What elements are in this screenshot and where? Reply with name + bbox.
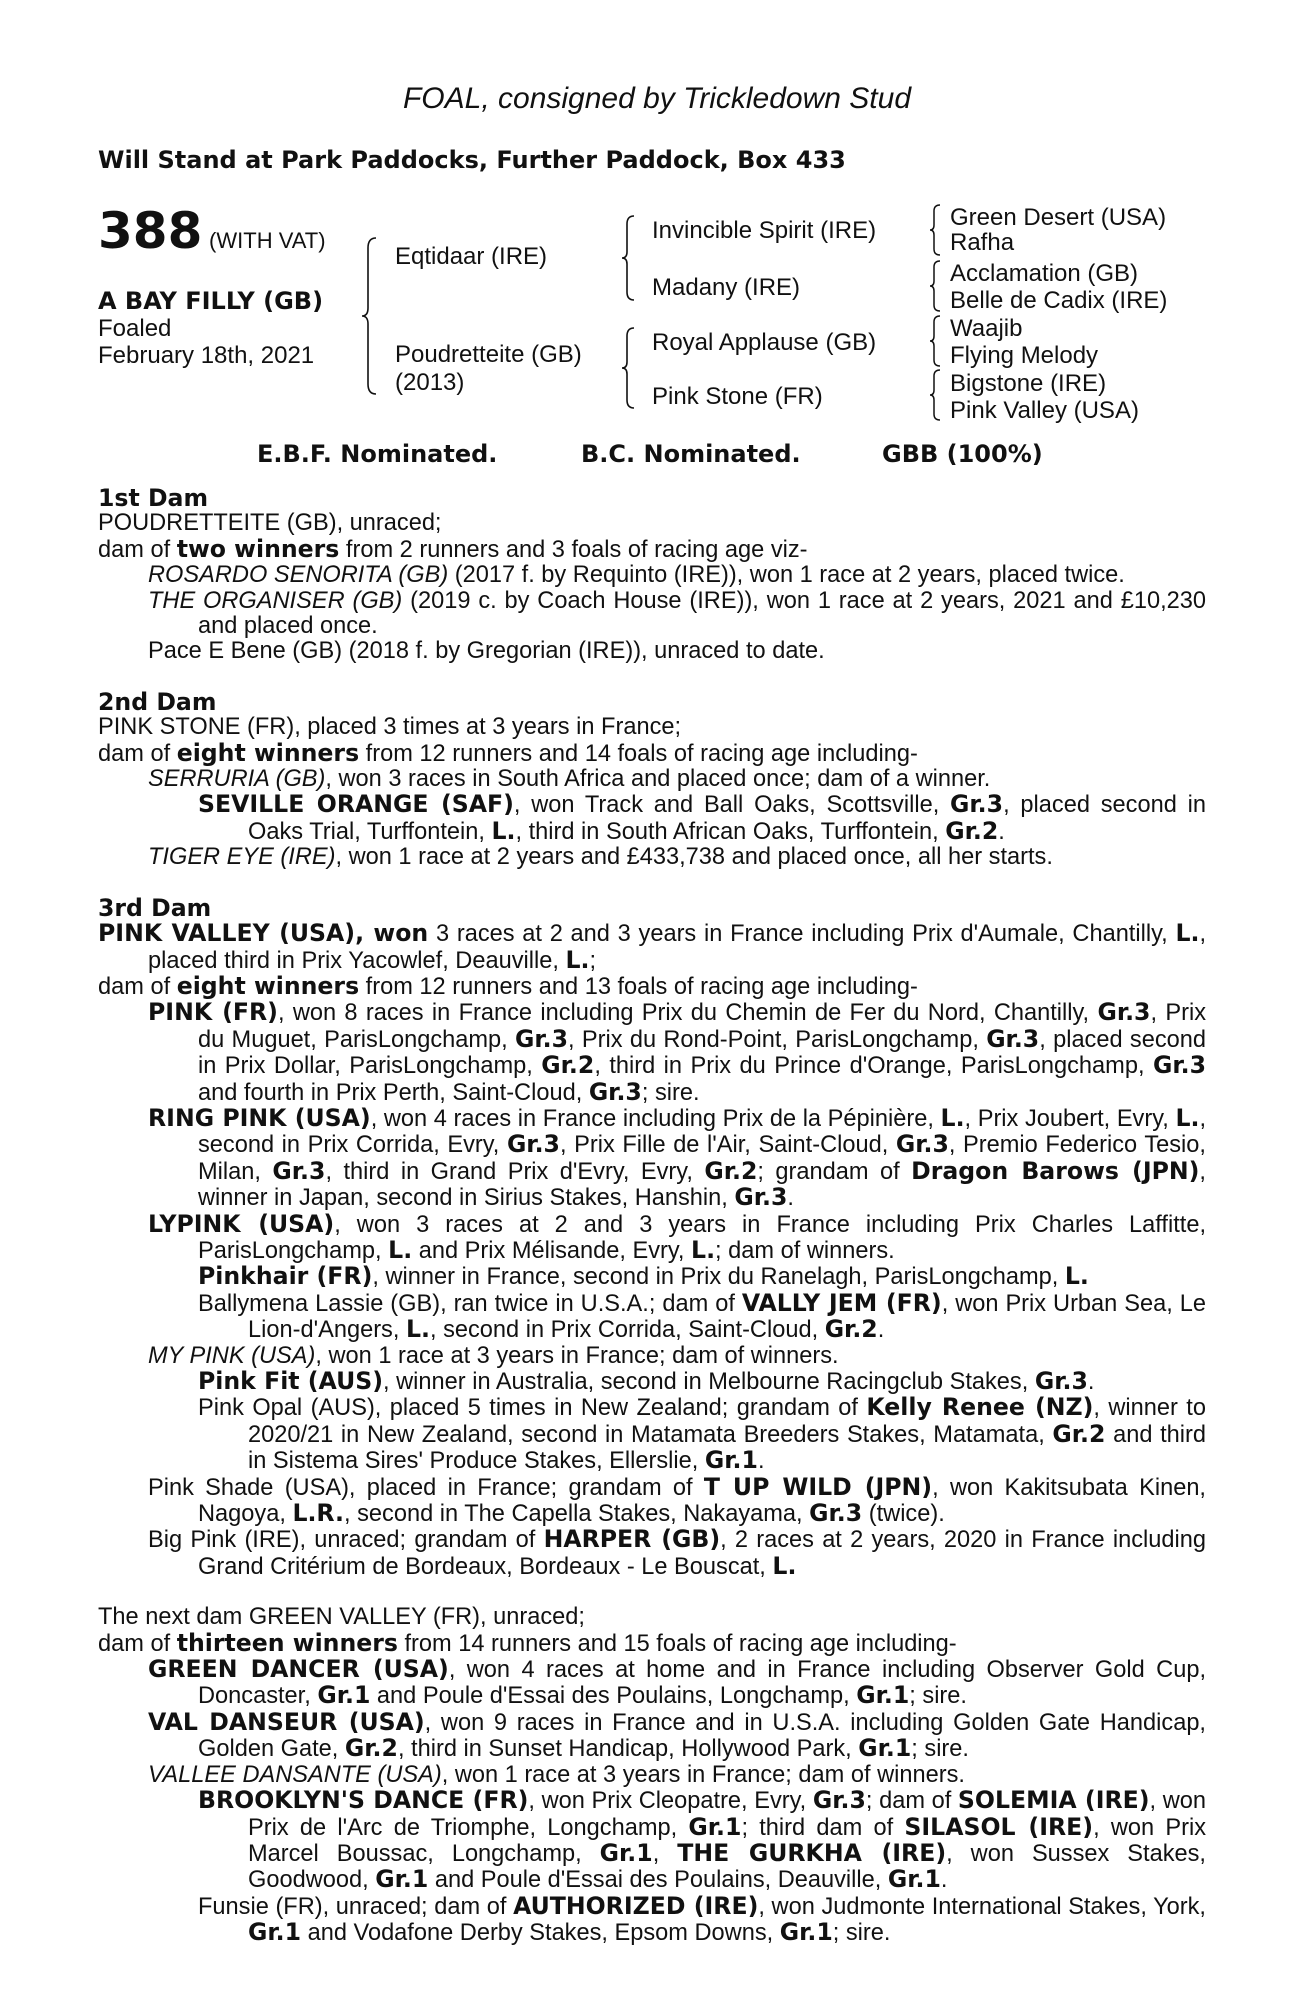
record-line: RING PINK (USA), won 4 races in France including Prix de la Pépinière, L., Prix Joubert, Evry, L., second in Prix Corrida, Evry, Gr.3, Prix Fille de l'Air, Saint-Cloud, Gr.3, Premio Federico Tesio, Milan, Gr.3, third in Grand Prix d'Evry, Evry, Gr.2; grandam of Dragon Barows (JPN), winner in Japan, second in Sirius Stakes, Hanshin, Gr.3. (148, 1103, 1206, 1212)
record-line: PINK VALLEY (USA), won 3 races at 2 and 3 years in France including Prix d'Aumale, Chantilly, L., placed third in Prix Yacowlef, Deauville, L.; (98, 919, 1206, 974)
stand-location: Will Stand at Park Paddocks, Further Paddock, Box 433 (98, 146, 846, 174)
dam-line-brace (620, 326, 638, 410)
record-line: POUDRETTEITE (GB), unraced; (98, 510, 442, 537)
gbb-status: GBB (100%) (882, 440, 1043, 468)
section-heading: 3rd Dam (98, 893, 212, 922)
lot-number: 388 (98, 202, 203, 260)
pedigree-dam-year: (2013) (395, 369, 465, 396)
record-line: PINK STONE (FR), placed 3 times at 3 years in France; (98, 714, 682, 741)
record-line: ROSARDO SENORITA (GB) (2017 f. by Requinto (IRE)), won 1 race at 2 years, placed twice. (148, 562, 1125, 589)
record-line: dam of thirteen winners from 14 runners and 15 foals of racing age including- (98, 1628, 957, 1657)
pedigree-gen3-item: Bigstone (IRE) (950, 370, 1107, 397)
ebf-nomination: E.B.F. Nominated. (257, 440, 498, 468)
record-line: MY PINK (USA), won 1 race at 3 years in France; dam of winners. (148, 1342, 839, 1369)
pedigree-sire-sire: Invincible Spirit (IRE) (652, 217, 877, 244)
record-line: VALLEE DANSANTE (USA), won 1 race at 3 years in France; dam of winners. (148, 1761, 965, 1788)
foaled-date: February 18th, 2021 (98, 342, 315, 369)
pedigree-gen3-item: Green Desert (USA) (950, 204, 1167, 231)
pedigree-gen3-item: Acclamation (GB) (950, 260, 1139, 287)
pedigree-gen3-item: Flying Melody (950, 342, 1099, 369)
sire-line-brace (620, 214, 638, 302)
pedigree-gen3-item: Pink Valley (USA) (950, 397, 1139, 424)
record-line: LYPINK (USA), won 3 races at 2 and 3 years in France including Prix Charles Laffitte, ParisLongchamp, L. and Prix Mélisande, Evry, L.; dam of winners. (148, 1209, 1206, 1264)
record-line: SERRURIA (GB), won 3 races in South Africa and placed once; dam of a winner. (148, 766, 991, 793)
pedigree-dam-sire: Royal Applause (GB) (652, 329, 877, 356)
pedigree-gen3-item: Belle de Cadix (IRE) (950, 287, 1168, 314)
record-line: Pink Fit (AUS), winner in Australia, second in Melbourne Racingclub Stakes, Gr.3. (198, 1367, 1095, 1395)
record-line: Big Pink (IRE), unraced; grandam of HARPER (GB), 2 races at 2 years, 2020 in France including Grand Critérium de Bordeaux, Bordeaux - Le Bouscat, L. (148, 1525, 1207, 1580)
record-line: VAL DANSEUR (USA), won 9 races in France and in U.S.A. including Golden Gate Handicap, Golden Gate, Gr.2, third in Sunset Handicap, Hollywood Park, Gr.1; sire. (148, 1707, 1206, 1763)
record-line: SEVILLE ORANGE (SAF), won Track and Ball Oaks, Scottsville, Gr.3, placed second in Oaks Trial, Turffontein, L., third in South African Oaks, Turffontein, Gr.2. (198, 790, 1206, 845)
pedigree-dam-dam: Pink Stone (FR) (652, 383, 823, 410)
lot-name: A BAY FILLY (GB) (98, 287, 324, 315)
gen3-brace-3 (928, 314, 944, 368)
gen3-brace-2 (928, 259, 944, 313)
section-heading: 1st Dam (98, 484, 209, 512)
produce-record (98, 486, 1206, 1947)
record-line: Pace E Bene (GB) (2018 f. by Gregorian (IRE)), unraced to date. (148, 638, 825, 665)
pedigree-gen3-item: Rafha (950, 229, 1015, 256)
record-line: dam of two winners from 2 runners and 3 foals of racing age viz- (98, 534, 808, 563)
pedigree-dam: Poudretteite (GB) (395, 341, 582, 368)
gen3-brace-4 (928, 368, 944, 422)
foaled-label: Foaled (98, 315, 172, 342)
record-line: Funsie (FR), unraced; dam of AUTHORIZED (IRE), won Judmonte International Stakes, York, Gr.1 and Vodafone Derby Stakes, Epsom Downs, Gr.1; sire. (198, 1891, 1206, 1947)
record-line: Pink Opal (AUS), placed 5 times in New Zealand; grandam of Kelly Renee (NZ), winner to 2020/21 in New Zealand, second in Matamata Breeders Stakes, Matamata, Gr.2 and third in Sistema Sires' Produce Stakes, Ellerslie, Gr.1. (198, 1393, 1207, 1475)
record-line: TIGER EYE (IRE), won 1 race at 2 years and £433,738 and placed once, all her starts. (148, 844, 1053, 871)
consignor-line: FOAL, consigned by Trickledown Stud (402, 82, 912, 115)
section-heading: 2nd Dam (98, 687, 217, 716)
record-line: Pinkhair (FR), winner in France, second in Prix du Ranelagh, ParisLongchamp, L. (198, 1262, 1089, 1291)
pedigree-gen3-item: Waajib (950, 315, 1023, 342)
record-line: Ballymena Lassie (GB), ran twice in U.S.A.; dam of VALLY JEM (FR), won Prix Urban Sea, Le Lion-d'Angers, L., second in Prix Corrida, Saint-Cloud, Gr.2. (198, 1288, 1206, 1344)
record-line: GREEN DANCER (USA), won 4 races at home and in France including Observer Gold Cup, Doncaster, Gr.1 and Poule d'Essai des Poulains, Longchamp, Gr.1; sire. (148, 1655, 1207, 1710)
vat-label: (WITH VAT) (209, 228, 326, 253)
sire-dam-brace (360, 236, 380, 396)
record-line: PINK (FR), won 8 races in France including Prix du Chemin de Fer du Nord, Chantilly, Gr.3, Prix du Muguet, ParisLongchamp, Gr.3, Prix du Rond-Point, ParisLongchamp, Gr.3, placed second in Prix Dollar, ParisLongchamp, Gr.2, third in Prix du Prince d'Orange, ParisLongchamp, Gr.3 and fourth in Prix Perth, Saint-Cloud, Gr.3; sire. (148, 998, 1206, 1106)
lot-number-block (98, 204, 326, 258)
record-line: Pink Shade (USA), placed in France; grandam of T UP WILD (JPN), won Kakitsubata Kinen, Nagoya, L.R., second in The Capella Stakes, Nakayama, Gr.3 (twice). (148, 1472, 1206, 1528)
record-line: THE ORGANISER (GB) (2019 c. by Coach House (IRE)), won 1 race at 2 years, 2021 and £10,230 and placed once. (148, 587, 1206, 640)
record-line: The next dam GREEN VALLEY (FR), unraced; (98, 1604, 585, 1631)
bc-nomination: B.C. Nominated. (581, 440, 801, 468)
record-line: dam of eight winners from 12 runners and 14 foals of racing age including- (98, 738, 918, 767)
gen3-brace-1 (928, 203, 944, 257)
record-line: dam of eight winners from 12 runners and 13 foals of racing age including- (98, 971, 918, 1000)
pedigree-sire: Eqtidaar (IRE) (395, 243, 548, 270)
record-line: BROOKLYN'S DANCE (FR), won Prix Cleopatre, Evry, Gr.3; dam of SOLEMIA (IRE), won Prix de l'Arc de Triomphe, Longchamp, Gr.1; third dam of SILASOL (IRE), won Prix Marcel Boussac, Longchamp, Gr.1, THE GURKHA (IRE), won Sussex Stakes, Goodwood, Gr.1 and Poule d'Essai des Poulains, Deauville, Gr.1. (198, 1786, 1207, 1894)
pedigree-sire-dam: Madany (IRE) (652, 274, 801, 301)
